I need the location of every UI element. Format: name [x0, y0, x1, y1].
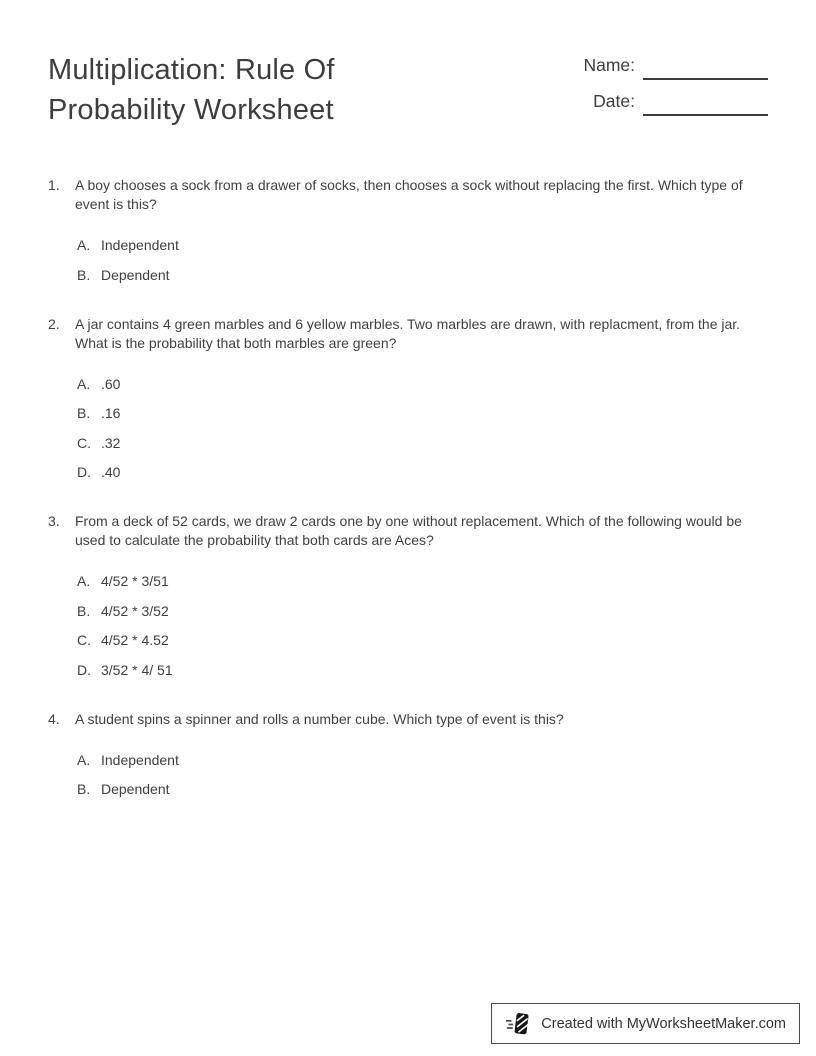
name-field-row — [575, 53, 768, 77]
option-row — [77, 404, 768, 423]
worksheetmaker-logo-icon — [505, 1011, 532, 1037]
option-text: Dependent — [101, 781, 170, 797]
header — [0, 0, 816, 130]
name-label: Name: — [583, 55, 635, 75]
question-number: 2. — [48, 315, 60, 332]
question-body — [75, 710, 768, 800]
question-text: From a deck of 52 cards, we draw 2 cards one by one without replacement. Which of the following would be used to calculate the probability that both cards are Aces? — [75, 513, 742, 548]
name-date-fields — [575, 53, 768, 113]
option-row — [77, 602, 768, 621]
option-text: 4/52 * 3/52 — [101, 602, 169, 619]
option-letter: A. — [77, 237, 91, 253]
option-letter: A. — [77, 573, 91, 589]
option-text: .32 — [101, 434, 121, 451]
option-text: .60 — [101, 375, 121, 392]
option-letter: A. — [77, 375, 91, 392]
options-list — [77, 751, 768, 800]
option-row — [77, 780, 768, 799]
questions — [0, 176, 816, 799]
option-letter: A. — [77, 751, 91, 768]
option-letter: B. — [77, 781, 91, 797]
page-title: Multiplication: Rule Of Probability Worksheet — [48, 54, 335, 126]
date-label: Date: — [593, 91, 635, 111]
option-row — [77, 572, 768, 591]
footer-credit-box — [491, 1003, 800, 1044]
option-row — [77, 751, 768, 770]
option-text: 4/52 * 4.52 — [101, 632, 169, 648]
question-block — [48, 315, 768, 483]
question-text: A jar contains 4 green marbles and 6 yellow marbles. Two marbles are drawn, with replacment, from the jar. What is the probability that both marbles are green? — [75, 315, 741, 351]
option-text: Independent — [101, 237, 179, 253]
question-block — [48, 710, 768, 800]
options-list — [77, 236, 768, 285]
option-letter: B. — [77, 266, 91, 283]
question-block — [48, 176, 768, 285]
option-row — [77, 266, 768, 285]
question-body — [75, 315, 768, 483]
option-row — [77, 631, 768, 650]
date-field-row — [575, 89, 768, 113]
options-list — [77, 375, 768, 483]
question-number: 1. — [48, 177, 60, 193]
name-blank-line — [643, 60, 768, 80]
option-letter: C. — [77, 434, 91, 451]
option-row — [77, 375, 768, 394]
option-row — [77, 661, 768, 680]
option-letter: D. — [77, 661, 91, 678]
option-row — [77, 463, 768, 482]
footer-credit-text: Created with MyWorksheetMaker.com — [541, 1015, 786, 1032]
question-text: A boy chooses a sock from a drawer of socks, then chooses a sock without replacing the first. Which type of event is this? — [75, 177, 743, 212]
date-blank-line — [643, 96, 768, 116]
option-letter: B. — [77, 602, 91, 619]
option-text: Independent — [101, 751, 179, 768]
option-letter: B. — [77, 405, 91, 421]
question-body — [75, 512, 768, 680]
option-letter: D. — [77, 464, 91, 480]
option-row — [77, 434, 768, 453]
option-text: .16 — [101, 405, 121, 421]
option-text: 4/52 * 3/51 — [101, 573, 169, 589]
question-body — [75, 176, 768, 285]
option-text: .40 — [101, 464, 121, 480]
option-letter: C. — [77, 632, 91, 648]
question-number: 3. — [48, 513, 60, 529]
option-text: Dependent — [101, 266, 170, 283]
question-number: 4. — [48, 710, 60, 727]
options-list — [77, 572, 768, 680]
question-text: A student spins a spinner and rolls a number cube. Which type of event is this? — [75, 710, 564, 727]
option-text: 3/52 * 4/ 51 — [101, 661, 173, 678]
option-row — [77, 236, 768, 255]
question-block — [48, 512, 768, 680]
